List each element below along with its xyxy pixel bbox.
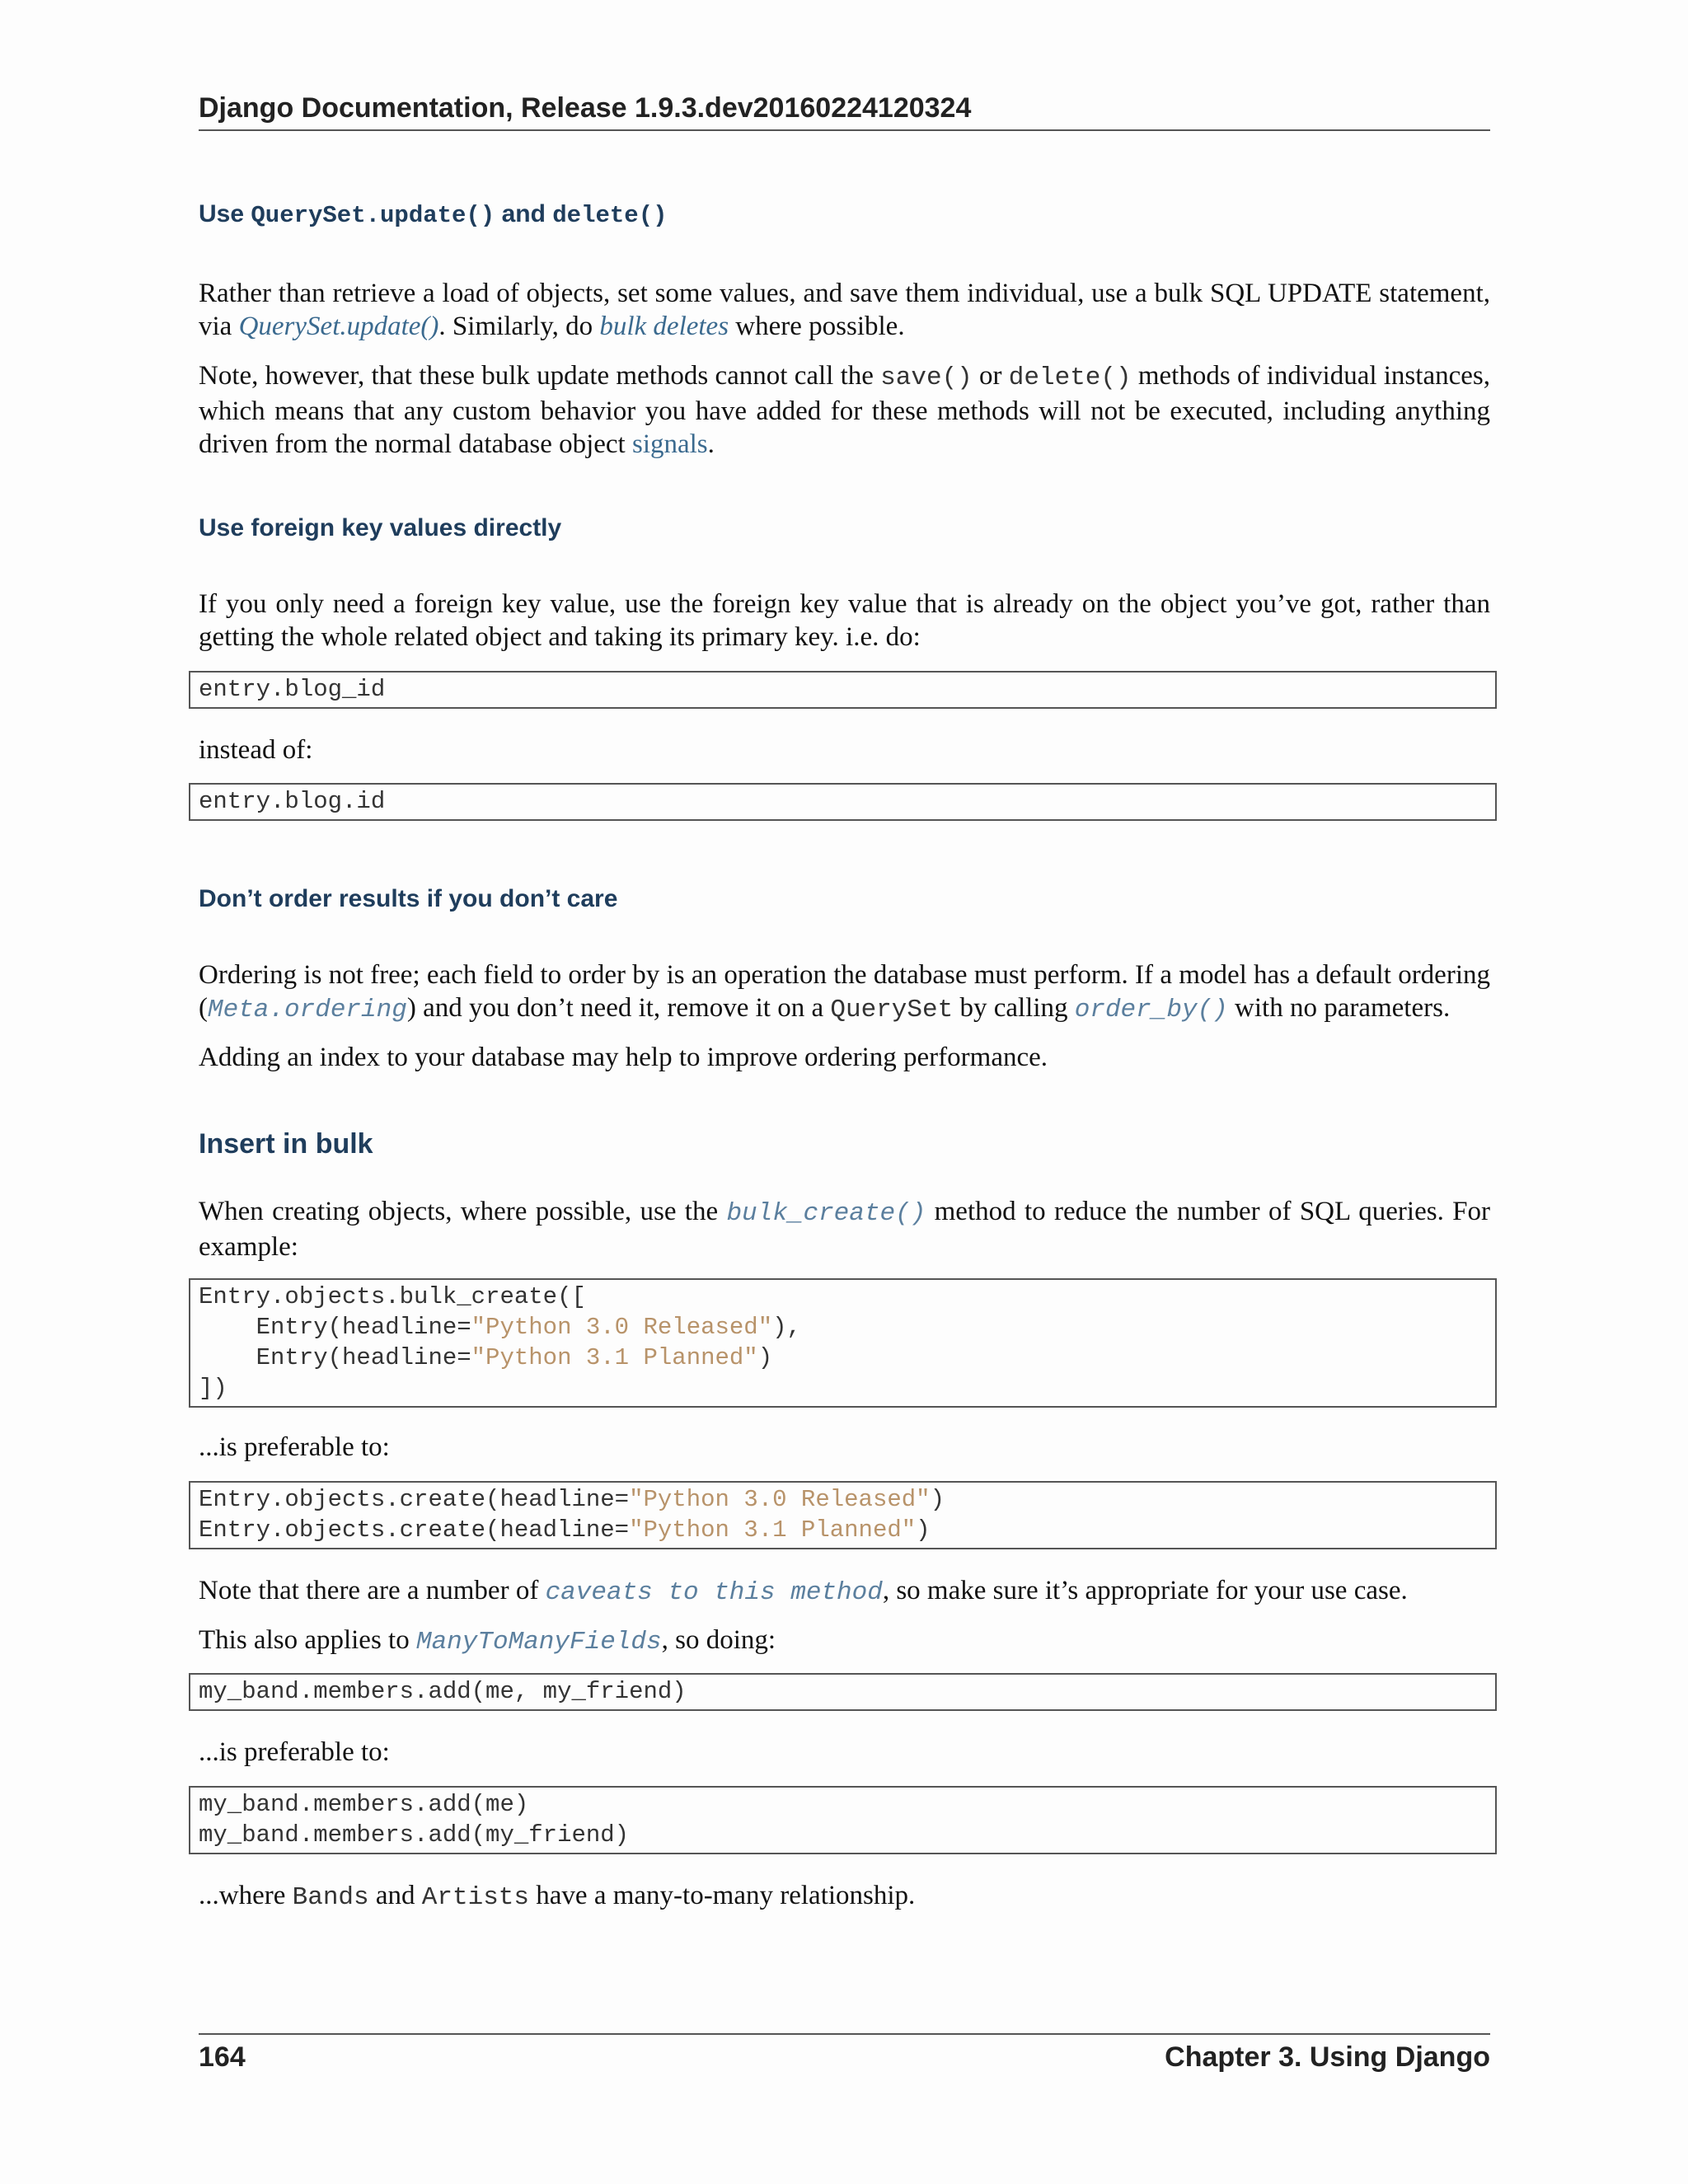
code-line: Entry.objects.bulk_create([ bbox=[199, 1283, 586, 1310]
code-block: entry.blog.id bbox=[189, 783, 1497, 821]
heading-text: Use bbox=[199, 200, 245, 227]
paragraph bbox=[199, 958, 1490, 1027]
inline-code: Artists bbox=[421, 1883, 530, 1912]
text: Note that there are a number of bbox=[199, 1576, 546, 1605]
code-text: ), bbox=[772, 1314, 801, 1341]
code-text: ) bbox=[757, 1344, 773, 1371]
section-heading-foreign-key: Use foreign key values directly bbox=[199, 514, 562, 541]
code-text: ) bbox=[916, 1516, 931, 1544]
inline-code: QuerySet bbox=[830, 996, 954, 1024]
text: . Similarly, do bbox=[438, 312, 600, 341]
text: , so doing: bbox=[661, 1625, 776, 1655]
link-caveats[interactable]: caveats to this method bbox=[545, 1578, 883, 1607]
section-heading-update-delete bbox=[199, 200, 1490, 229]
text: Ordering is not free; each field to order by is an operation the database must perform. If a model has a default ordering ( bbox=[199, 960, 1490, 1023]
paragraph bbox=[199, 1879, 1490, 1915]
code-text: ) bbox=[930, 1486, 945, 1513]
paragraph: instead of: bbox=[199, 735, 313, 765]
code-text: Entry(headline= bbox=[199, 1314, 471, 1341]
text: , so make sure it’s appropriate for your use case. bbox=[882, 1576, 1408, 1605]
code-text: Entry(headline= bbox=[199, 1344, 471, 1371]
page-number: 164 bbox=[199, 2041, 246, 2073]
heading-code: delete() bbox=[552, 202, 668, 229]
inline-code: Bands bbox=[292, 1883, 369, 1912]
code-block bbox=[189, 1278, 1497, 1408]
code-text: Entry.objects.create(headline= bbox=[199, 1486, 630, 1513]
code-block: entry.blog_id bbox=[189, 671, 1497, 709]
code-block bbox=[189, 1481, 1497, 1549]
paragraph bbox=[199, 277, 1490, 343]
link-order-by[interactable]: order_by() bbox=[1074, 996, 1228, 1024]
text: Note, however, that these bulk update methods cannot call the bbox=[199, 361, 881, 391]
text: ) and you don’t need it, remove it on a bbox=[406, 993, 831, 1023]
code-string: "Python 3.0 Released" bbox=[629, 1486, 931, 1513]
link-many-to-many-fields[interactable]: ManyToManyFields bbox=[415, 1628, 662, 1657]
text: where possible. bbox=[729, 312, 905, 341]
text: and bbox=[368, 1881, 422, 1910]
paragraph: ...is preferable to: bbox=[199, 1432, 390, 1462]
paragraph bbox=[199, 359, 1490, 461]
paragraph: If you only need a foreign key value, use the foreign key value that is already on the object you’ve got, rather than getting the whole related object and taking its primary key. i.e. do: bbox=[199, 589, 1490, 652]
text: ...where bbox=[199, 1881, 293, 1910]
code-text: Entry.objects.create(headline= bbox=[199, 1516, 630, 1544]
code-string: "Python 3.1 Planned" bbox=[471, 1344, 758, 1371]
text: When creating objects, where possible, use the bbox=[199, 1197, 727, 1226]
heading-text: and bbox=[501, 200, 546, 227]
text: This also applies to bbox=[199, 1625, 416, 1655]
code-string: "Python 3.1 Planned" bbox=[629, 1516, 917, 1544]
text: by calling bbox=[953, 993, 1075, 1023]
text: have a many-to-many relationship. bbox=[529, 1881, 916, 1910]
footer-rule bbox=[199, 2033, 1490, 2035]
paragraph bbox=[199, 1624, 1490, 1659]
paragraph bbox=[199, 1574, 1490, 1610]
paragraph: Adding an index to your database may help to improve ordering performance. bbox=[199, 1043, 1048, 1072]
chapter-title: Chapter 3. Using Django bbox=[1165, 2041, 1490, 2073]
link-bulk-create[interactable]: bulk_create() bbox=[726, 1199, 926, 1228]
code-line: my_band.members.add(my_friend) bbox=[199, 1821, 630, 1849]
code-string: "Python 3.0 Released" bbox=[471, 1314, 773, 1341]
running-header: Django Documentation, Release 1.9.3.dev20160224120324 bbox=[199, 92, 1490, 131]
link-queryset-update[interactable]: QuerySet.update() bbox=[238, 312, 439, 341]
inline-code: save() bbox=[880, 363, 973, 392]
text: Rather than retrieve a load of objects, set some values, and save them individual, use a bulk SQL UPDATE statement, via bbox=[199, 279, 1490, 341]
text: . bbox=[707, 429, 715, 459]
text: or bbox=[972, 361, 1009, 391]
text: with no parameters. bbox=[1227, 993, 1451, 1023]
code-line: my_band.members.add(me) bbox=[199, 1791, 529, 1818]
text: method to reduce the number of SQL queries. For example: bbox=[199, 1197, 1490, 1262]
paragraph: ...is preferable to: bbox=[199, 1737, 390, 1767]
code-block bbox=[189, 1786, 1497, 1854]
paragraph bbox=[199, 1195, 1490, 1263]
section-heading-ordering: Don’t order results if you don’t care bbox=[199, 885, 618, 912]
inline-code: delete() bbox=[1008, 363, 1132, 392]
heading-code: QuerySet.update() bbox=[251, 202, 495, 229]
code-block: my_band.members.add(me, my_friend) bbox=[189, 1673, 1497, 1711]
section-heading-insert-bulk: Insert in bulk bbox=[199, 1128, 373, 1160]
link-signals[interactable]: signals bbox=[631, 429, 708, 459]
text: methods of individual instances, which means that any custom behavior you have added for these methods will not be executed, including anything driven from the normal database object bbox=[199, 361, 1490, 459]
link-meta-ordering[interactable]: Meta.ordering bbox=[208, 996, 407, 1024]
code-line: ]) bbox=[199, 1375, 227, 1402]
link-bulk-deletes[interactable]: bulk deletes bbox=[599, 312, 729, 341]
